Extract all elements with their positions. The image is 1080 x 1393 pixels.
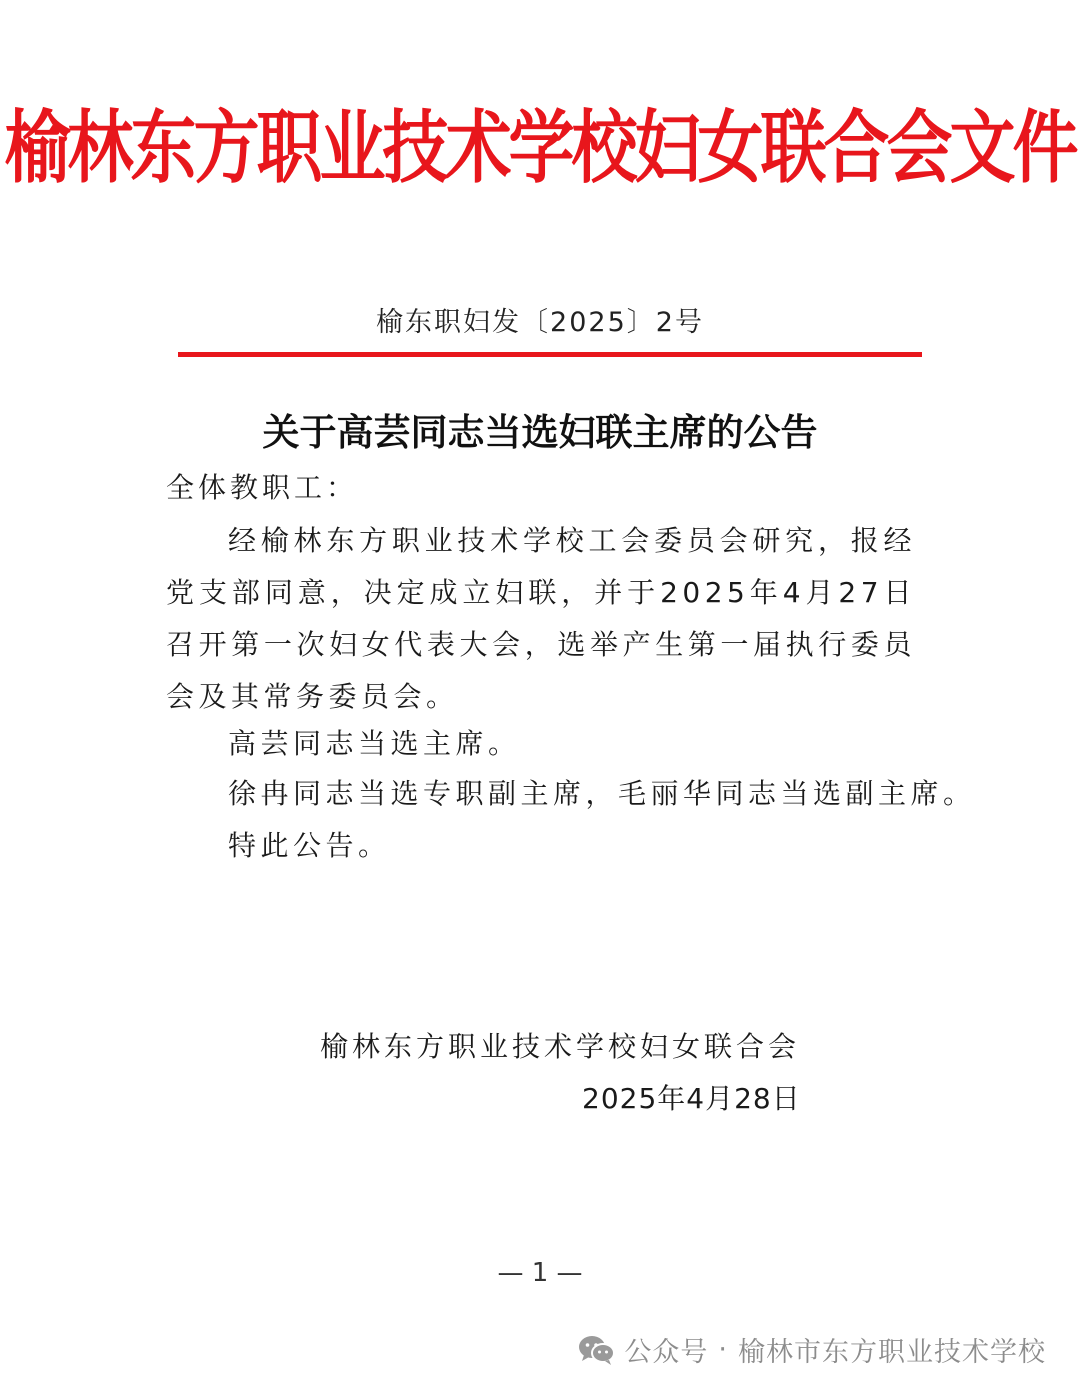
- document-number: 榆东职妇发〔2025〕2号: [376, 307, 704, 338]
- signature-date: 2025年4月28日: [582, 1082, 801, 1115]
- document-title: 关于高芸同志当选妇联主席的公告: [262, 410, 818, 454]
- closing-line: 特此公告。: [228, 829, 391, 862]
- wechat-icon: [578, 1334, 616, 1366]
- chair-announcement: 高芸同志当选主席。: [228, 727, 521, 760]
- document-masthead: 榆林东方职业技术学校妇女联合会文件: [4, 100, 1076, 194]
- page-number: — 1 —: [497, 1258, 583, 1288]
- body-paragraph: 经榆林东方职业技术学校工会委员会研究，报经党支部同意，决定成立妇联，并于2025年4月27日召开第一次妇女代表大会，选举产生第一届执行委员会及其常务委员会。: [166, 524, 916, 713]
- vice-chair-announcement: 徐冉同志当选专职副主席，毛丽华同志当选副主席。: [228, 777, 976, 810]
- signature-organization: 榆林东方职业技术学校妇女联合会: [320, 1030, 801, 1063]
- account-watermark: [578, 1330, 1046, 1369]
- watermark-account: 榆林市东方职业技术学校: [738, 1337, 1046, 1368]
- watermark-label: 公众号: [624, 1337, 709, 1368]
- watermark-separator: ·: [718, 1334, 728, 1365]
- red-divider: [178, 352, 922, 357]
- salutation: 全体教职工：: [166, 471, 359, 504]
